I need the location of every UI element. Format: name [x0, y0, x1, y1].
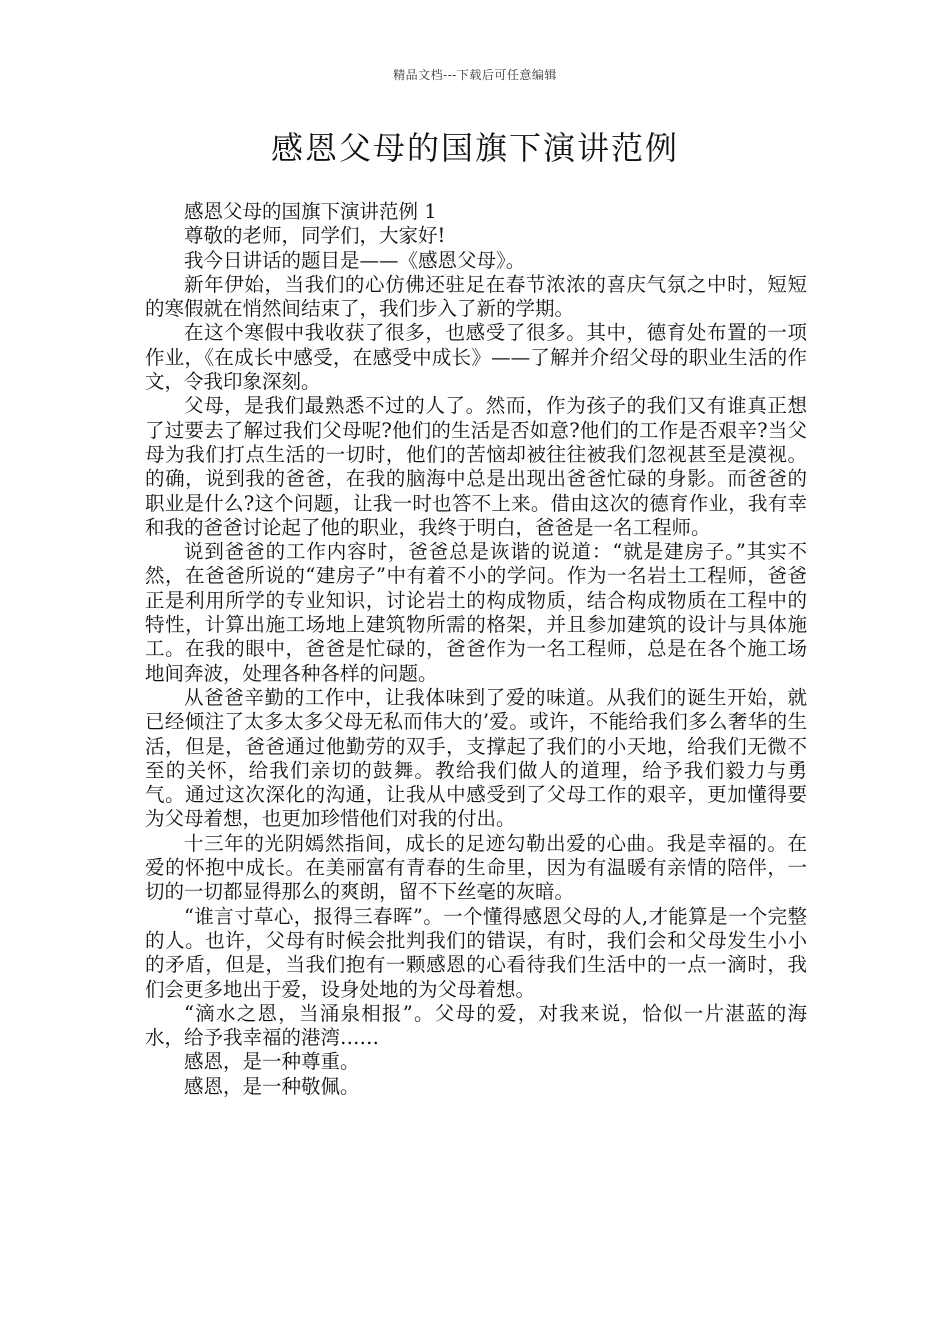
paragraph: 在这个寒假中我收获了很多，也感受了很多。其中，德育处布置的一项作业，《在成长中感受，在感受中成长》——了解并介绍父母的职业生活的作文，令我印象深刻。 — [145, 321, 807, 394]
document-title: 感恩父母的国旗下演讲范例 — [270, 129, 679, 167]
paragraph-subtitle: 感恩父母的国旗下演讲范例 1 — [184, 200, 437, 223]
paragraph-greeting: 尊敬的老师，同学们，大家好! — [184, 224, 446, 248]
paragraph: “谁言寸草心，报得三春晖”。一个懂得感恩父母的人,才能算是一个完整的人。也许，父母有时候会批判我们的错误，有时，我们会和父母发生小小的矛盾，但是，当我们抱有一颗感恩的心看待我们生活中的一点一滴时，我们会更多地出于爱，设身处地的为父母着想。 — [145, 904, 807, 1001]
header-note: 精品文档---下载后可任意编辑 — [393, 68, 557, 82]
paragraph: 说到爸爸的工作内容时，爸爸总是诙谐的说道：“就是建房子。”其实不然，在爸爸所说的“建房子”中有着不小的学问。作为一名岩土工程师，爸爸正是利用所学的专业知识，讨论岩土的构成物质，结合构成物质在工程中的特性，计算出施工场地上建筑物所需的格架，并且参加建筑的设计与具体施工。在我的眼中，爸爸是忙碌的，爸爸作为一名工程师，总是在各个施工场地间奔波，处理各种各样的问题。 — [145, 540, 807, 685]
paragraph: 感恩，是一种敬佩。 — [184, 1074, 360, 1098]
paragraph-topic: 我今日讲话的题目是——《感恩父母》。 — [184, 248, 526, 272]
paragraph: 新年伊始，当我们的心仿佛还驻足在春节浓浓的喜庆气氛之中时，短短的寒假就在悄然间结束了，我们步入了新的学期。 — [145, 272, 807, 321]
paragraph: 父母，是我们最熟悉不过的人了。然而，作为孩子的我们又有谁真正想了过要去了解过我们父母呢?他们的生活是否如意?他们的工作是否艰辛?当父母为我们打点生活的一切时，他们的苦恼却被往往被我们忽视甚至是漠视。的确，说到我的爸爸，在我的脑海中总是出现出爸爸忙碌的身影。而爸爸的职业是什么?这个问题，让我一时也答不上来。借由这次的德育作业，我有幸和我的爸爸讨论起了他的职业，我终于明白，爸爸是一名工程师。 — [145, 394, 807, 539]
paragraph: 从爸爸辛勤的工作中，让我体味到了爱的味道。从我们的诞生开始，就已经倾注了太多太多父母无私而伟大的’爱。或许，不能给我们多么奢华的生活，但是，爸爸通过他勤劳的双手，支撑起了我们的小天地，给我们无微不至的关怀，给我们亲切的鼓舞。教给我们做人的道理，给予我们毅力与勇气。通过这次深化的沟通，让我从中感受到了父母工作的艰辛，更加懂得要为父母着想，也更加珍惜他们对我的付出。 — [145, 685, 807, 831]
paragraph: “滴水之恩，当涌泉相报”。父母的爱，对我来说，恰似一片湛蓝的海水，给予我幸福的港湾…… — [145, 1001, 807, 1050]
document-body — [145, 200, 807, 1099]
paragraph: 感恩，是一种尊重。 — [184, 1050, 360, 1074]
paragraph: 十三年的光阴嫣然指间，成长的足迹勾勒出爱的心曲。我是幸福的。在爱的怀抱中成长。在美丽富有青春的生命里，因为有温暖有亲情的陪伴，一切的一切都显得那么的爽朗，留不下丝毫的灰暗。 — [145, 831, 807, 904]
